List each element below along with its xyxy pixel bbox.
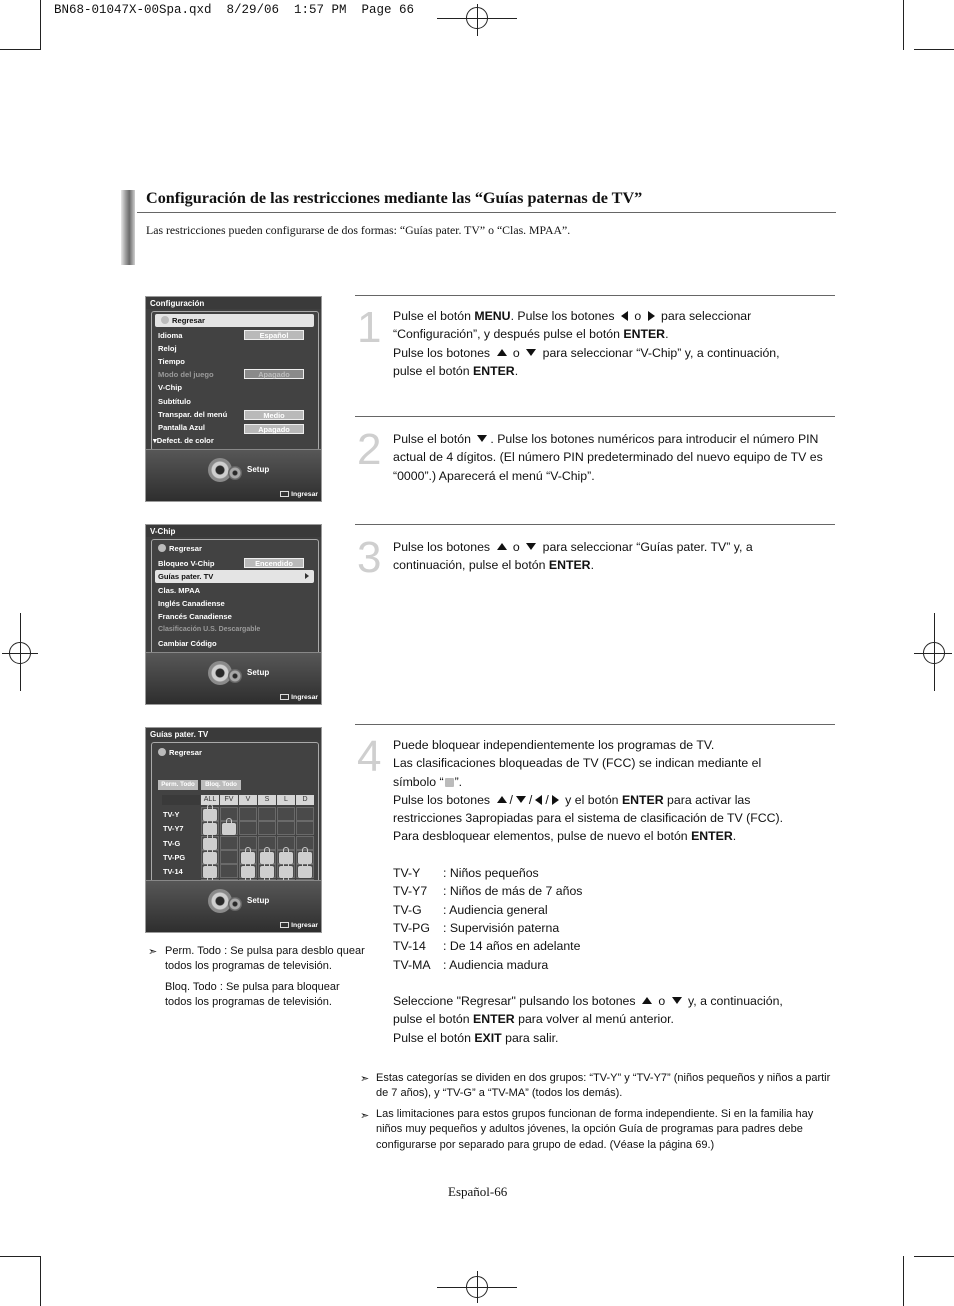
up-arrow-icon xyxy=(497,543,507,550)
screen-footer xyxy=(146,880,321,932)
grid-cell[interactable] xyxy=(277,821,295,835)
down-arrow-icon xyxy=(477,435,487,442)
setup-gear-small-icon xyxy=(228,897,242,911)
grid-cell[interactable] xyxy=(220,821,238,835)
enter-hint: Ingresar xyxy=(280,922,318,929)
enter-icon xyxy=(280,922,289,928)
left-arrow-icon xyxy=(535,795,542,805)
menu-item-clas-mpaa[interactable]: Clas. MPAA xyxy=(158,586,201,595)
menu-value-transparencia: Medio xyxy=(244,410,304,420)
menu-item-idioma[interactable]: Idioma xyxy=(158,331,183,340)
tv-screen-vchip xyxy=(145,524,322,705)
menu-item-regresar[interactable]: Regresar xyxy=(158,748,202,757)
rating-code: TV-PG xyxy=(393,920,430,935)
up-arrow-icon xyxy=(642,997,652,1004)
right-arrow-icon xyxy=(648,311,655,321)
menu-value-pantalla-azul: Apagado xyxy=(244,424,304,434)
section-bar xyxy=(121,190,135,265)
rating-row xyxy=(393,882,835,900)
note-arrow-icon: ➣ xyxy=(148,946,158,958)
grid-cell[interactable] xyxy=(239,821,257,835)
grid-column-header: V xyxy=(239,795,257,805)
setup-gear-small-icon xyxy=(228,466,242,480)
step-3-text: Pulse los botones o para seleccionar “Guías pater. TV” y, a continuación, pulse el botón ENTER. xyxy=(393,540,753,573)
step-number: 3 xyxy=(357,533,382,582)
lock-icon xyxy=(298,866,312,878)
tv-screen-configuracion xyxy=(145,296,322,502)
lock-icon xyxy=(222,823,236,835)
rating-row xyxy=(393,937,835,955)
menu-item-cambiar-codigo[interactable]: Cambiar Código xyxy=(158,639,217,648)
rating-row xyxy=(393,864,835,882)
rating-description: : Audiencia madura xyxy=(443,957,549,972)
note-perm-todo: Perm. Todo : Se pulsa para desblo quear todos los programas de televisión. xyxy=(165,945,365,973)
screen-title: Guías pater. TV xyxy=(146,728,321,740)
step-4-text: Puede bloquear independientemente los programas de TV. Las clasificaciones bloqueadas de TV (FCC) se indican mediante el símbolo “ ”. Pulse los botones / / / y el botón ENTER para activar las restricciones 3apropiadas para el sistema de clasificación de TV (FCC). Para desbloquear elementos, pulse de nuevo el botón ENTER. TV-Y : Niños pequeños TV-Y7 : Niños de más de 7 años TV-G : Audiencia general TV-PG : Supervisión paterna TV-14 : De 14 años en adelante TV-MA : Audiencia madura Seleccione "Regresar" pulsando los botones o y, a continuación, pulse el botón ENTER para volver al menú anterior. Pulse el botón EXIT para salir. xyxy=(393,736,835,1047)
menu-item-bloqueo-vchip[interactable]: Bloqueo V-Chip xyxy=(158,559,215,568)
enter-hint: Ingresar xyxy=(280,491,318,498)
enter-icon xyxy=(280,694,289,700)
grid-cell[interactable] xyxy=(296,807,314,821)
block-all-button[interactable]: Bloq. Todo xyxy=(201,780,241,790)
right-arrow-icon xyxy=(552,795,559,805)
down-arrow-icon xyxy=(672,997,682,1004)
grid-row-label: TV-Y7 xyxy=(163,824,184,834)
down-arrow-icon xyxy=(526,349,536,356)
up-arrow-icon xyxy=(497,796,507,803)
grid-cell[interactable] xyxy=(220,836,238,850)
grid-cell[interactable] xyxy=(258,807,276,821)
rating-code: TV-MA xyxy=(393,957,431,972)
note-groups: Estas categorías se dividen en dos grupos: “TV-Y” y “TV-Y7” (niños pequeños y niños a partir de 7 años), y “TV-G” a “TV-MA” (todos los demás). xyxy=(376,1072,831,1100)
ratings-panel xyxy=(151,742,319,884)
print-slug: BN68-01047X-00Spa.qxd 8/29/06 1:57 PM Page 66 xyxy=(54,3,415,17)
rating-code: TV-Y xyxy=(393,866,421,881)
grid-cell[interactable] xyxy=(296,821,314,835)
menu-item-guias-pater-tv[interactable]: Guías pater. TV xyxy=(155,570,314,583)
menu-item-transparencia[interactable]: Transpar. del menú xyxy=(158,410,228,419)
grid-row-label: TV-PG xyxy=(163,852,186,862)
step-rule xyxy=(355,295,835,296)
grid-cell[interactable] xyxy=(258,821,276,835)
left-arrow-icon xyxy=(621,311,628,321)
grid-column-header: S xyxy=(258,795,276,805)
setup-gear-small-icon xyxy=(228,669,242,683)
down-arrow-icon xyxy=(526,543,536,550)
tv-screen-guias-pater xyxy=(145,727,322,933)
grid-row-label: TV-14 xyxy=(163,867,183,877)
menu-value-bloqueo-vchip: Encendido xyxy=(244,558,304,568)
menu-value-modo-juego: Apagado xyxy=(244,369,304,379)
screen-footer xyxy=(146,449,321,501)
section-subtitle: Las restricciones pueden configurarse de dos formas: “Guías pater. TV” o “Clas. MPAA”. xyxy=(146,223,571,237)
rating-row xyxy=(393,919,835,937)
menu-item-clasificacion-us[interactable]: Clasificación U.S. Descargable xyxy=(158,626,261,633)
section-title: Configuración de las restricciones mediante las “Guías paternas de TV” xyxy=(146,189,643,207)
menu-item-pantalla-azul[interactable]: Pantalla Azul xyxy=(158,423,205,432)
grid-row-label: TV-Y xyxy=(163,810,180,819)
back-icon xyxy=(158,748,166,756)
note-arrow-icon: ➣ xyxy=(360,1073,370,1085)
enter-icon xyxy=(280,491,289,497)
allow-all-button[interactable]: Perm. Todo xyxy=(158,780,198,790)
grid-column-header: FV xyxy=(220,795,238,805)
grid-column-header: ALL xyxy=(201,795,219,805)
rating-row xyxy=(393,901,835,919)
menu-item-regresar[interactable]: Regresar xyxy=(158,544,202,553)
grid-corner xyxy=(162,795,200,805)
enter-hint: Ingresar xyxy=(280,694,318,701)
grid-cell[interactable] xyxy=(220,864,238,878)
note-bloq-todo: Bloq. Todo : Se pulsa para bloquear todos los programas de televisión. xyxy=(165,981,340,1009)
menu-item-ingles-canadiense[interactable]: Inglés Canadiense xyxy=(158,599,225,608)
menu-panel xyxy=(151,539,319,655)
rating-description: : De 14 años en adelante xyxy=(443,939,581,954)
setup-label: Setup xyxy=(247,896,270,905)
menu-item-defect-color[interactable]: ▾Defect. de color xyxy=(153,436,214,445)
step-number: 2 xyxy=(357,425,382,474)
menu-item-reloj[interactable]: Reloj xyxy=(158,344,177,353)
menu-item-regresar[interactable]: Regresar xyxy=(155,314,314,327)
menu-item-subtitulo[interactable]: Subtítulo xyxy=(158,397,191,406)
note-independent: Las limitaciones para estos grupos funcionan de forma independiente. Si en la familia hay niños muy pequeños y adultos jóvenes, la opción Guía de programas para padres debe configurarse por separado para grupo de edad. (Véase la página 69.) xyxy=(376,1108,814,1151)
grid-cell[interactable] xyxy=(277,807,295,821)
menu-value-idioma: Español xyxy=(244,330,304,340)
step-number: 1 xyxy=(357,303,382,352)
grid-cell[interactable] xyxy=(239,807,257,821)
setup-label: Setup xyxy=(247,465,270,474)
setup-label: Setup xyxy=(247,668,270,677)
step-rule xyxy=(355,724,835,725)
step-rule xyxy=(355,524,835,525)
grid-cell[interactable] xyxy=(220,850,238,864)
menu-item-modo-juego[interactable]: Modo del juego xyxy=(158,370,214,379)
step-1-text: Pulse el botón MENU. Pulse los botones o para seleccionar “Configuración”, y después pulse el botón ENTER. Pulse los botones o para seleccionar “V-Chip” y, a continuación, pulse el botón ENTER. xyxy=(393,309,780,378)
step-rule xyxy=(355,416,835,417)
screen-title: V-Chip xyxy=(146,525,321,537)
rating-description: : Audiencia general xyxy=(443,902,548,917)
step-number: 4 xyxy=(357,732,382,781)
rating-row xyxy=(393,956,835,974)
grid-row-label: TV-G xyxy=(163,838,181,848)
rating-code: TV-Y7 xyxy=(393,884,428,899)
ratings-list xyxy=(393,864,835,974)
rating-description: : Niños pequeños xyxy=(443,866,539,881)
submenu-arrow-icon xyxy=(305,573,309,579)
lock-icon xyxy=(445,778,454,787)
step-2-text: Pulse el botón . Pulse los botones numéricos para introducir el número PIN actual de 4 dígitos. (El número PIN predeterminado del nuevo equipo de TV es “0000”.) Aparecerá el menú “V-Chip”. xyxy=(393,432,823,483)
back-icon xyxy=(158,544,166,552)
rating-description: : Niños de más de 7 años xyxy=(443,884,583,899)
menu-panel xyxy=(151,311,319,451)
note-arrow-icon: ➣ xyxy=(360,1110,370,1122)
rating-code: TV-G xyxy=(393,902,422,917)
section-rule xyxy=(137,212,836,213)
down-arrow-icon xyxy=(516,796,526,803)
rating-code: TV-14 xyxy=(393,939,426,954)
grid-column-header: L xyxy=(277,795,295,805)
up-arrow-icon xyxy=(497,349,507,356)
menu-item-vchip[interactable]: V-Chip xyxy=(158,383,183,392)
page-number: Español-66 xyxy=(448,1184,508,1199)
rating-description: : Supervisión paterna xyxy=(443,920,560,935)
screen-title: Configuración xyxy=(146,297,321,309)
menu-item-frances-canadiense[interactable]: Francés Canadiense xyxy=(158,612,232,621)
screen-footer xyxy=(146,652,321,704)
grid-column-header: D xyxy=(296,795,314,805)
menu-item-tiempo[interactable]: Tiempo xyxy=(158,357,185,366)
back-icon xyxy=(161,316,169,324)
grid-cell[interactable] xyxy=(296,864,314,878)
